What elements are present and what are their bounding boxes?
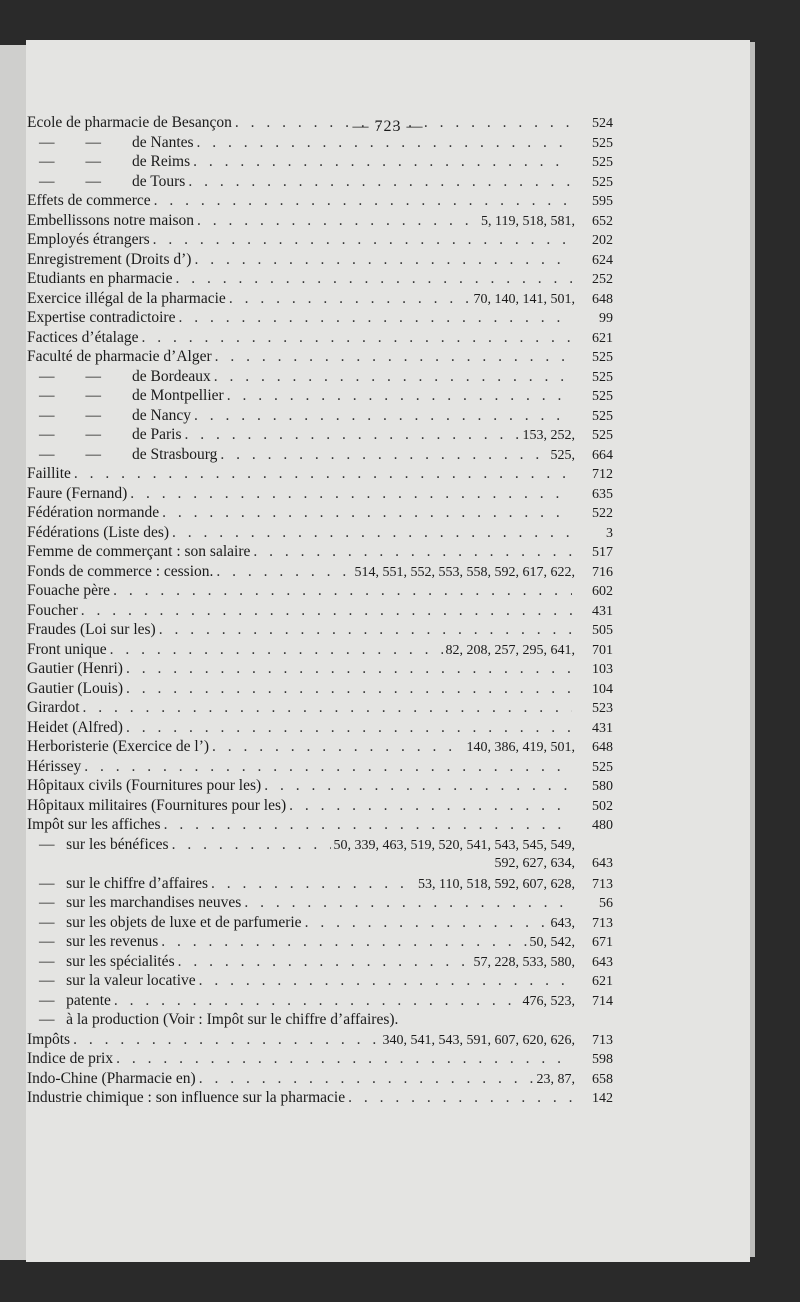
entry-references: 592, 627, 634, [494, 856, 575, 871]
entry-label: — — de Nancy [39, 406, 191, 424]
entry-page: 701 [592, 642, 613, 658]
index-entry [27, 328, 613, 348]
index-entry [27, 289, 613, 309]
leader-dots [199, 1069, 534, 1089]
leader-dots [83, 698, 572, 718]
entry-page: 624 [592, 252, 613, 268]
entry-page: 648 [592, 740, 613, 755]
entry-label: Etudiants en pharmacie [27, 270, 173, 287]
index-entry [27, 835, 613, 855]
entry-page: 595 [592, 194, 613, 209]
leader-dots [175, 269, 572, 289]
index-entries [27, 113, 613, 1108]
entry-references: 140, 386, 419, 501, [466, 740, 575, 755]
index-entry [27, 484, 613, 504]
leader-dots [235, 113, 572, 133]
entry-label: Effets de commerce [27, 192, 151, 209]
entry-page: 652 [592, 213, 613, 229]
index-entry [27, 698, 613, 718]
entry-label: Indice de prix [27, 1050, 114, 1067]
entry-page: 525 [592, 759, 613, 775]
entry-page: 648 [592, 291, 613, 307]
leader-dots [153, 230, 572, 250]
entry-page: 658 [592, 1071, 613, 1087]
entry-page: 580 [592, 779, 613, 794]
index-entry [27, 796, 613, 816]
entry-page: 524 [592, 116, 613, 131]
entry-label: — sur les revenus [39, 933, 159, 950]
leader-dots [253, 542, 572, 562]
index-entry [27, 893, 613, 913]
leader-dots [211, 874, 415, 894]
leader-dots [130, 484, 572, 504]
leader-dots [141, 328, 572, 348]
index-entry [27, 1069, 613, 1089]
entry-page: 643 [592, 954, 613, 970]
entry-page: 713 [592, 915, 613, 931]
entry-page: 714 [592, 993, 613, 1009]
leader-dots [73, 1030, 379, 1050]
leader-dots [215, 347, 572, 367]
entry-page: 525 [592, 155, 613, 170]
index-entry [27, 737, 613, 757]
entry-label: — patente [39, 991, 111, 1009]
entry-label: Hôpitaux militaires (Fournitures pour les) [27, 796, 287, 814]
entry-references: 153, 252, [522, 428, 575, 443]
entry-label: Girardot [27, 699, 80, 716]
entry-page: 664 [592, 447, 613, 463]
index-entry [27, 776, 613, 796]
index-entry [27, 347, 613, 367]
entry-page: 525 [592, 369, 613, 385]
index-entry [27, 250, 613, 270]
index-entry [27, 542, 613, 562]
index-entry [27, 464, 613, 484]
leader-dots [348, 1088, 572, 1108]
entry-label: Fédérations (Liste des) [27, 523, 170, 541]
index-entry [27, 581, 613, 601]
leader-dots [81, 601, 572, 621]
entry-page: 713 [592, 876, 613, 892]
entry-page: 431 [592, 720, 613, 736]
index-entry [27, 133, 613, 153]
entry-page: 525 [592, 350, 613, 365]
entry-page: 602 [592, 584, 613, 599]
leader-dots [188, 172, 572, 192]
entry-label: — — de Paris [39, 426, 182, 443]
entry-label: Faure (Fernand) [27, 484, 128, 502]
index-entry [27, 308, 613, 328]
entry-label: — sur les bénéfices [39, 835, 169, 853]
entry-references: 57, 228, 533, 580, [473, 954, 575, 970]
index-entry [27, 172, 613, 192]
index-entry [27, 1088, 613, 1108]
index-entry [27, 932, 613, 952]
entry-label: Employés étrangers [27, 231, 150, 248]
entry-page: 517 [592, 545, 613, 560]
entry-label: Industrie chimique : son influence sur la pharmacie [27, 1089, 346, 1106]
index-entry [27, 679, 613, 699]
entry-page: 525 [592, 174, 613, 190]
entry-references: 340, 541, 543, 591, 607, 620, 626, [382, 1032, 575, 1048]
entry-page: 522 [592, 506, 613, 521]
entry-label: — — de Nantes [39, 133, 194, 151]
entry-page: 3 [606, 525, 613, 541]
index-entry [27, 406, 613, 426]
leader-dots [194, 406, 572, 426]
entry-label: Enregistrement (Droits d’) [27, 250, 192, 268]
index-entry [27, 854, 613, 874]
entry-page: 621 [592, 974, 613, 989]
entry-references: 514, 551, 552, 553, 558, 592, 617, 622, [354, 564, 575, 580]
entry-page: 525 [592, 135, 613, 151]
index-entry [27, 445, 613, 465]
index-entry [27, 1030, 613, 1050]
leader-dots [185, 425, 520, 445]
entry-references: 50, 542, [529, 935, 575, 950]
entry-page: 505 [592, 623, 613, 638]
leader-dots [264, 776, 572, 796]
index-entry [27, 113, 613, 133]
entry-page: 621 [592, 330, 613, 346]
entry-label: Femme de commerçant : son salaire [27, 543, 251, 560]
leader-dots [126, 679, 572, 699]
entry-references: 643, [550, 915, 575, 931]
entry-page: 523 [592, 701, 613, 716]
index-entry [27, 367, 613, 387]
entry-label: Foucher [27, 601, 78, 619]
entry-label: — — de Bordeaux [39, 367, 211, 385]
entry-page: 525 [592, 389, 613, 404]
leader-dots [172, 835, 331, 855]
entry-page: 525 [592, 428, 613, 443]
leader-dots [244, 893, 572, 913]
entry-label: — sur les objets de luxe et de parfumerie [39, 913, 302, 931]
entry-label: Front unique [27, 640, 107, 658]
leader-dots [229, 289, 471, 309]
index-entry [27, 640, 613, 660]
entry-references: 53, 110, 518, 592, 607, 628, [418, 876, 575, 892]
index-entry [27, 659, 613, 679]
leader-dots [193, 152, 572, 172]
entry-label: Fouache père [27, 582, 111, 599]
entry-page: 431 [592, 603, 613, 619]
entry-label: Herboristerie (Exercice de l’) [27, 738, 210, 755]
index-entry [27, 386, 613, 406]
leader-dots [161, 932, 526, 952]
entry-page: 712 [592, 467, 613, 482]
leader-dots [194, 250, 572, 270]
entry-page: 56 [599, 896, 613, 911]
entry-page: 142 [592, 1091, 613, 1106]
previous-page-edge [0, 45, 26, 1260]
index-entry [27, 191, 613, 211]
leader-dots [216, 562, 351, 582]
leader-dots [305, 913, 548, 933]
entry-page: 480 [592, 818, 613, 833]
entry-label: — sur la valeur locative [39, 972, 196, 989]
entry-label: — — de Strasbourg [39, 445, 218, 463]
entry-page: 716 [592, 564, 613, 580]
leader-dots [220, 445, 547, 465]
leader-dots [114, 991, 520, 1011]
entry-label: — — de Tours [39, 172, 186, 190]
leader-dots [159, 620, 572, 640]
index-entry [27, 952, 613, 972]
index-entry [27, 620, 613, 640]
entry-label: — sur les marchandises neuves [39, 894, 242, 911]
entry-references: 476, 523, [522, 993, 575, 1009]
index-entry [27, 523, 613, 543]
entry-references: 23, 87, [536, 1071, 575, 1087]
leader-dots [227, 386, 572, 406]
index-entry [27, 230, 613, 250]
entry-references: 70, 140, 141, 501, [473, 291, 575, 307]
entry-label: Fraudes (Loi sur les) [27, 621, 156, 638]
entry-page: 502 [592, 798, 613, 814]
entry-page: 103 [592, 662, 613, 677]
entry-label: Ecole de pharmacie de Besançon [27, 114, 232, 131]
leader-dots [289, 796, 572, 816]
leader-dots [197, 133, 572, 153]
entry-label: Heidet (Alfred) [27, 718, 123, 736]
entry-page: 671 [592, 935, 613, 950]
index-entry [27, 991, 613, 1011]
entry-label: Impôts [27, 1030, 71, 1048]
leader-dots [172, 523, 572, 543]
entry-references: 50, 339, 463, 519, 520, 541, 543, 545, 549, [333, 837, 575, 853]
page-number: — 723 — [352, 118, 424, 135]
entry-label: Hérissey [27, 757, 82, 775]
entry-label: Exercice illégal de la pharmacie [27, 289, 226, 307]
leader-dots [84, 757, 572, 777]
leader-dots [212, 737, 463, 757]
entry-page: 104 [592, 681, 613, 697]
leader-dots [199, 971, 572, 991]
entry-label: Gautier (Louis) [27, 679, 123, 697]
index-entry [27, 757, 613, 777]
entry-page: 252 [592, 272, 613, 287]
entry-page: 99 [599, 311, 613, 326]
index-entry [27, 815, 613, 835]
leader-dots [116, 1049, 572, 1069]
index-entry [27, 971, 613, 991]
entry-page: 598 [592, 1052, 613, 1067]
entry-page: 635 [592, 486, 613, 502]
index-entry [27, 269, 613, 289]
leader-dots [162, 503, 572, 523]
leader-dots [178, 308, 572, 328]
index-entry [27, 1049, 613, 1069]
leader-dots [197, 211, 478, 231]
entry-label: — à la production (Voir : Impôt sur le chiffre d’affaires). [39, 1011, 399, 1028]
entry-label: Faillite [27, 465, 71, 482]
entry-label: Embellissons notre maison [27, 211, 195, 229]
entry-label: Faculté de pharmacie d’Alger [27, 348, 212, 365]
entry-references: 525, [550, 447, 575, 463]
entry-label: Impôt sur les affiches [27, 816, 161, 833]
entry-label: Fonds de commerce : cession. [27, 562, 214, 580]
index-entry [27, 874, 613, 894]
index-entry [27, 601, 613, 621]
leader-dots [74, 464, 572, 484]
entry-page: 202 [592, 233, 613, 248]
entry-label: — — de Reims [39, 153, 191, 170]
leader-dots [178, 952, 471, 972]
entry-references: 5, 119, 518, 581, [481, 213, 575, 229]
index-entry [27, 425, 613, 445]
entry-page: 643 [592, 856, 613, 871]
index-entry [27, 503, 613, 523]
entry-label: — — de Montpellier [39, 387, 224, 404]
entry-page: 525 [592, 408, 613, 424]
entry-page: 713 [592, 1032, 613, 1048]
index-entry [27, 152, 613, 172]
entry-label: Factices d’étalage [27, 328, 139, 346]
index-entry [27, 211, 613, 231]
index-entry [27, 1010, 613, 1030]
leader-dots [154, 191, 572, 211]
leader-dots [214, 367, 572, 387]
index-entry [27, 718, 613, 738]
entry-label: Hôpitaux civils (Fournitures pour les) [27, 777, 262, 794]
entry-label: Fédération normande [27, 504, 160, 521]
index-entry [27, 562, 613, 582]
leader-dots [126, 718, 572, 738]
entry-label: — sur les spécialités [39, 952, 175, 970]
entry-label: Indo-Chine (Pharmacie en) [27, 1069, 196, 1087]
entry-label: Expertise contradictoire [27, 309, 176, 326]
leader-dots [126, 659, 572, 679]
entry-label: — sur le chiffre d’affaires [39, 874, 208, 892]
leader-dots [113, 581, 572, 601]
leader-dots [110, 640, 443, 660]
index-entry [27, 913, 613, 933]
entry-references: 82, 208, 257, 295, 641, [445, 642, 575, 658]
leader-dots [164, 815, 572, 835]
entry-label: Gautier (Henri) [27, 660, 123, 677]
